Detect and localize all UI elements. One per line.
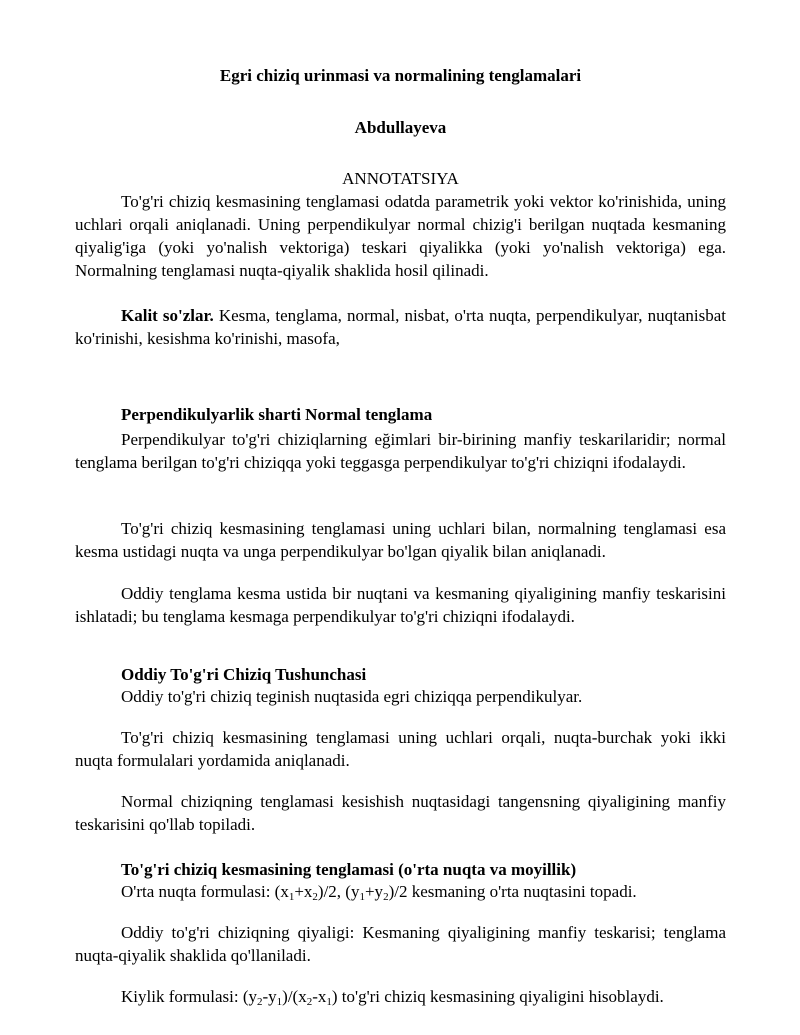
section-heading-perpendicularity: Perpendikulyarlik sharti Normal tenglama	[121, 405, 433, 424]
section-heading-normal-line-concept: Oddiy To'g'ri Chiziq Tushunchasi	[121, 665, 367, 684]
section1-paragraph-1: Perpendikulyar to'g'ri chiziqlarning eğimlari bir-birining manfiy teskarilaridir; normal tenglama berilgan to'g'ri chiziqqa yoki teggasga perpendikulyar to'g'ri chiziqni ifodalaydi.	[75, 430, 726, 472]
midpoint-formula-paragraph	[75, 880, 726, 903]
subscript: 2	[383, 891, 389, 903]
midpoint-text-part: )/2, (y	[317, 882, 360, 901]
subscript: 1	[326, 996, 332, 1008]
subscript: 2	[256, 996, 263, 1008]
slope-text-prefix: Kiylik formulasi: (y	[121, 987, 257, 1006]
abstract-heading-text: ANNOTATSIYA	[342, 169, 459, 188]
keywords-text: Kesma, tenglama, normal, nisbat, o'rta nuqta, perpendikulyar, nuqtanisbat ko'rinishi, kesishma ko'rinishi, masofa,	[75, 306, 726, 348]
midpoint-text-part: +y	[364, 882, 384, 901]
section2-paragraph-2: To'g'ri chiziq kesmasining tenglamasi uning uchlari orqali, nuqta-burchak yoki ikki nuqta formulalari yordamida aniqlanadi.	[75, 728, 726, 770]
abstract-heading	[75, 168, 726, 190]
section-heading-segment-equation: To'g'ri chiziq kesmasining tenglamasi (o'rta nuqta va moyillik)	[121, 860, 577, 879]
midpoint-text-prefix: O'rta nuqta formulasi: (x	[121, 882, 289, 901]
document-title: Egri chiziq urinmasi va normalining tenglamalari	[219, 66, 582, 85]
subscript: 1	[276, 996, 283, 1008]
subscript: 2	[312, 891, 318, 903]
slope-text-part: )/(x	[282, 987, 307, 1006]
section3-paragraph-2: Oddiy to'g'ri chiziqning qiyaligi: Kesmaning qiyaligining manfiy teskarisi; tenglama nuqta-qiyalik shaklida qo'llaniladi.	[75, 923, 726, 965]
keywords-label: Kalit so'zlar.	[121, 306, 214, 325]
subscript: 1	[288, 891, 295, 903]
keywords-paragraph	[75, 304, 726, 350]
slope-text-suffix: ) to'g'ri chiziq kesmasining qiyaligini hisoblaydi.	[331, 987, 664, 1006]
author-name: Abdullayeva	[354, 118, 447, 137]
section1-paragraph-2: To'g'ri chiziq kesmasining tenglamasi uning uchlari bilan, normalning tenglamasi esa kesma ustidagi nuqta va unga perpendikulyar bo'lgan qiyalik bilan aniqlanadi.	[75, 519, 726, 561]
slope-formula-paragraph	[75, 985, 726, 1008]
abstract-text: To'g'ri chiziq kesmasining tenglamasi odatda parametrik yoki vektor ko'rinishida, uning uchlari orqali aniqlanadi. Uning perpendikulyar normal chizig'i berilgan nuqtada kesmaning qiyalig'iga (yoki yo'nalish vektoriga) teskari qiyalikka (yoki yo'nalish vektoriga) ega. Normalning tenglamasi nuqta-qiyalik shaklida hosil qilinadi.	[75, 192, 726, 280]
slope-text-part: -y	[262, 987, 277, 1006]
section1-paragraph-3: Oddiy tenglama kesma ustida bir nuqtani va kesmaning qiyaligining manfiy teskarisini ishlatadi; bu tenglama kesmaga perpendikulyar to'g'ri chiziqni ifodalaydi.	[75, 584, 726, 626]
section2-paragraph-3: Normal chiziqning tenglamasi kesishish nuqtasidagi tangensning qiyaligining manfiy teskarisini qo'llab topiladi.	[75, 792, 726, 834]
slope-text-part: -x	[312, 987, 327, 1006]
subscript: 1	[359, 891, 365, 903]
midpoint-text-part: +x	[294, 882, 313, 901]
midpoint-text-suffix: )/2 kesmaning o'rta nuqtasini topadi.	[388, 882, 637, 901]
subscript: 2	[306, 996, 313, 1008]
section2-paragraph-1: Oddiy to'g'ri chiziq teginish nuqtasida egri chiziqqa perpendikulyar.	[121, 687, 583, 706]
